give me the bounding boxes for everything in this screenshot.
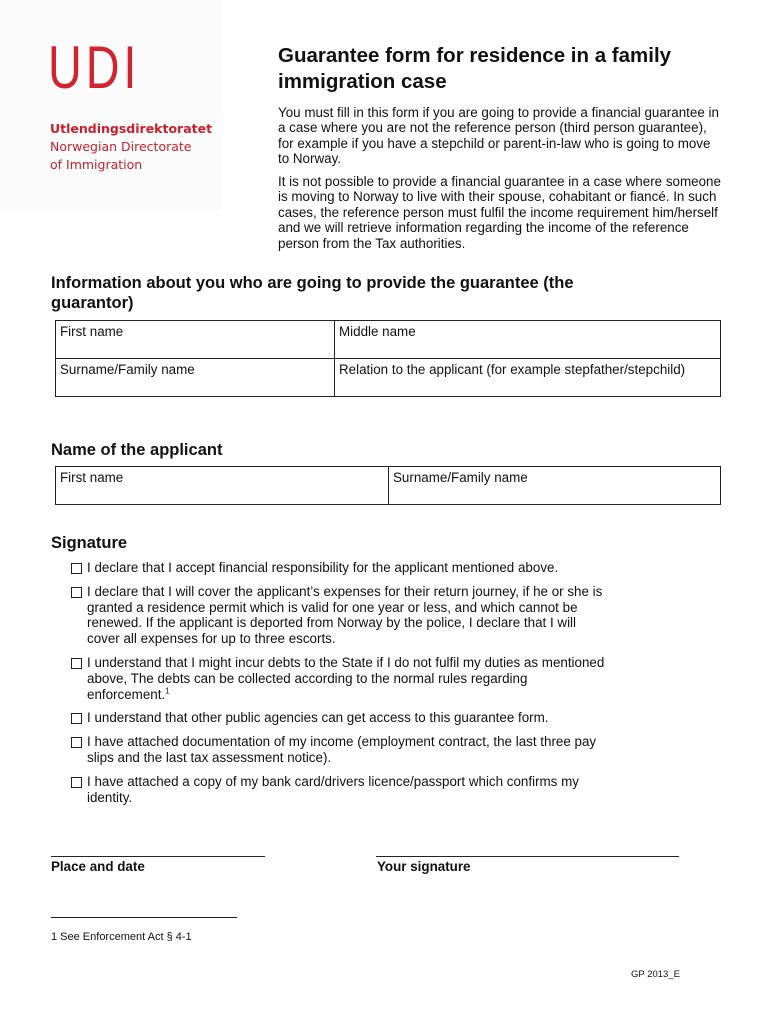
your-signature-label: Your signature (377, 859, 471, 874)
udi-logo: UDI (48, 34, 141, 101)
declaration-text: I have attached a copy of my bank card/drivers licence/passport which confirms my identity. (87, 773, 579, 805)
guarantor-relation-field[interactable] (335, 359, 721, 397)
applicant-surname-field[interactable] (389, 467, 721, 505)
logo-line-english-2: of Immigration (50, 157, 143, 172)
logo-line-norwegian: Utlendingsdirektoratet (50, 121, 213, 136)
declaration-text: I declare that I will cover the applicant’s expenses for their return journey, if he or she is granted a residence permit which is valid for one year or less, and which cannot be renewed. If the applicant is deported from Norway by the police, I declare that I will cover all expenses for up to three escorts. (87, 583, 603, 647)
declaration-list (70, 560, 610, 813)
footnote-divider (51, 917, 237, 918)
signature-line[interactable] (376, 856, 679, 857)
declaration-checkbox-1[interactable] (71, 563, 82, 574)
declaration-text: I understand that other public agencies can get access to this guarantee form. (87, 710, 549, 726)
guarantor-surname-field[interactable] (56, 359, 335, 397)
applicant-surname-label: Surname/Family name (393, 470, 528, 485)
declaration-item (70, 560, 610, 576)
logo-line-english-1: Norwegian Directorate (50, 139, 192, 154)
declaration-checkbox-3[interactable] (71, 658, 82, 669)
declaration-text: I declare that I accept financial responsibility for the applicant mentioned above. (87, 560, 559, 575)
guarantor-middle-name-label: Middle name (339, 324, 416, 339)
intro-paragraph-1: You must fill in this form if you are going to provide a financial guarantee in a case where you are not the reference person (third person guarantee), for example if you have a stepchild or parent-in-law who is going to move to Norway. (278, 105, 719, 167)
applicant-first-name-label: First name (60, 470, 124, 485)
footnote-reference: 1 (165, 686, 170, 696)
form-title: Guarantee form for residence in a family immigration case (278, 44, 672, 93)
declaration-item (70, 734, 610, 766)
guarantor-surname-label: Surname/Family name (60, 362, 195, 377)
applicant-first-name-field[interactable] (56, 467, 389, 505)
guarantor-first-name-field[interactable] (56, 321, 335, 359)
declaration-checkbox-6[interactable] (71, 777, 82, 788)
guarantor-table (55, 320, 721, 397)
signature-section-heading: Signature (51, 534, 128, 552)
declaration-item (70, 774, 610, 806)
declaration-checkbox-4[interactable] (71, 713, 82, 724)
declaration-text: I have attached documentation of my income (employment contract, the last three pay slips and the last tax assessment notice). (87, 734, 597, 765)
declaration-item (70, 710, 610, 726)
intro-paragraph-2: It is not possible to provide a financial guarantee in a case where someone is moving to Norway to live with their spouse, cohabitant or fiancé. In such cases, the reference person must fulfil the income requirement him/herself and we will retrieve information regarding the income of the reference person from the Tax authorities. (278, 174, 721, 251)
place-date-line[interactable] (51, 856, 265, 857)
form-code: GP 2013_E (631, 969, 680, 980)
guarantor-relation-label: Relation to the applicant (for example stepfather/stepchild) (339, 362, 686, 377)
guarantor-first-name-label: First name (60, 324, 124, 339)
declaration-item (70, 655, 610, 702)
applicant-table (55, 466, 721, 505)
declaration-checkbox-5[interactable] (71, 737, 82, 748)
applicant-section-heading: Name of the applicant (51, 441, 223, 459)
footnote-text: 1 See Enforcement Act § 4-1 (51, 931, 192, 943)
declaration-item (70, 584, 610, 647)
place-date-label: Place and date (51, 859, 145, 874)
declaration-text: I understand that I might incur debts to the State if I do not fulfil my duties as mentioned above, The debts can be collected according to the normal rules regarding enforcement. (87, 654, 605, 702)
logo-panel (0, 0, 222, 210)
declaration-checkbox-2[interactable] (71, 587, 82, 598)
guarantor-middle-name-field[interactable] (335, 321, 721, 359)
guarantor-section-heading: Information about you who are going to provide the guarantee (the guarantor) (51, 274, 574, 312)
